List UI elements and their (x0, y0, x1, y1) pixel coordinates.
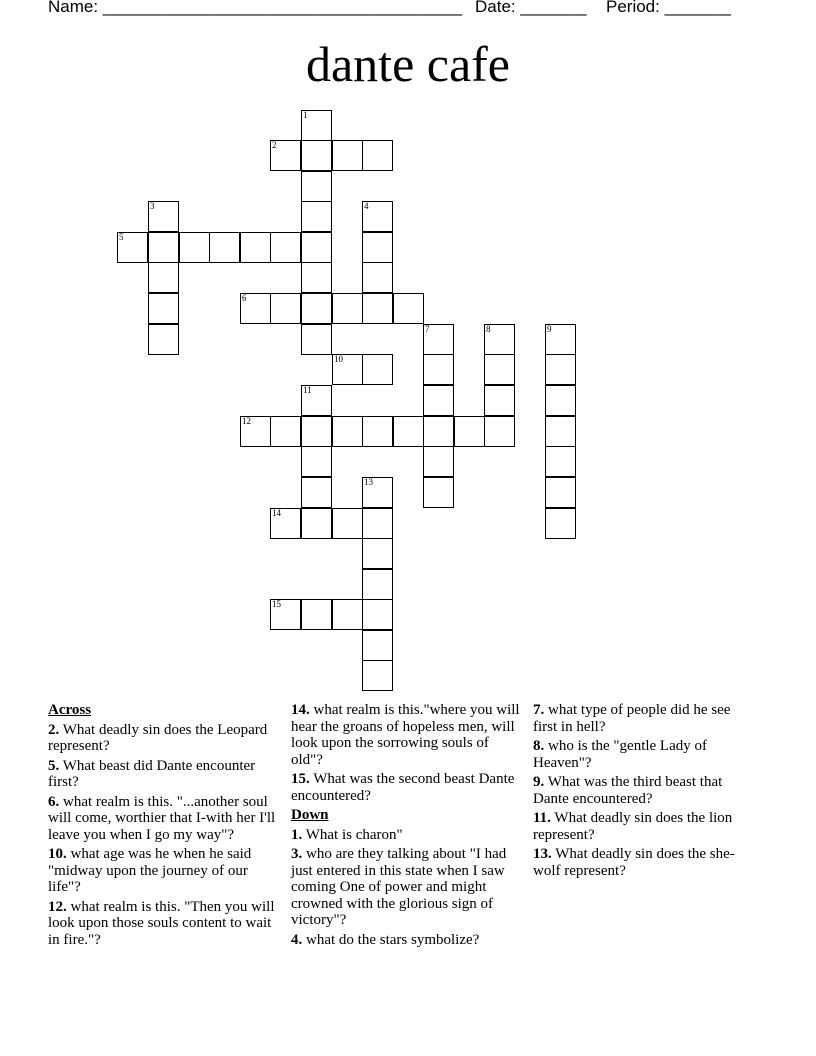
down-clue (291, 827, 523, 844)
grid-cell[interactable] (423, 416, 454, 447)
clue-text: What was the second beast Dante encountered? (291, 771, 515, 804)
clue-num: 14. (291, 702, 310, 718)
clue-number: 4 (364, 201, 369, 211)
grid-cell[interactable] (301, 508, 332, 539)
grid-cell[interactable] (362, 569, 393, 600)
clue-text: What was the third beast that Dante encountered? (533, 774, 723, 807)
clue-number: 5 (119, 232, 124, 242)
grid-cell[interactable] (423, 477, 454, 508)
grid-cell[interactable] (301, 446, 332, 477)
grid-cell[interactable] (362, 232, 393, 263)
clue-column-1 (48, 702, 280, 951)
grid-cell[interactable] (545, 477, 576, 508)
grid-cell[interactable] (332, 416, 363, 447)
grid-cell[interactable] (454, 416, 485, 447)
clue-num: 3. (291, 846, 303, 862)
grid-cell[interactable] (301, 262, 332, 293)
clue-number: 11 (303, 385, 312, 395)
date-field[interactable]: Date: _______ (475, 0, 587, 16)
down-clue (533, 738, 755, 771)
clue-num: 7. (533, 702, 545, 718)
grid-cell[interactable] (545, 416, 576, 447)
clue-number: 3 (150, 201, 155, 211)
grid-cell[interactable] (484, 416, 515, 447)
clue-num: 8. (533, 738, 545, 754)
clue-number: 12 (242, 416, 251, 426)
grid-cell[interactable] (301, 140, 332, 171)
grid-cell[interactable] (301, 232, 332, 263)
grid-cell[interactable] (270, 416, 301, 447)
clue-text: what realm is this. "Then you will look upon those souls content to wait in fire."? (48, 898, 275, 948)
clue-column-3 (533, 702, 755, 882)
grid-cell[interactable] (545, 446, 576, 477)
clue-num: 9. (533, 774, 545, 790)
clue-number: 1 (303, 110, 308, 120)
down-clue (533, 702, 755, 735)
grid-cell[interactable] (301, 171, 332, 202)
clue-text: what do the stars symbolize? (306, 931, 480, 948)
across-heading: Across (48, 702, 92, 718)
across-clue (48, 794, 280, 844)
down-clue (291, 846, 523, 929)
grid-cell[interactable] (484, 385, 515, 416)
clue-number: 2 (272, 140, 277, 150)
clue-num: 5. (48, 757, 60, 774)
grid-cell[interactable] (362, 140, 393, 171)
down-clue (533, 810, 755, 843)
grid-cell[interactable] (332, 599, 363, 630)
grid-cell[interactable] (270, 232, 301, 263)
clue-number: 14 (272, 508, 281, 518)
clue-num: 10. (48, 846, 67, 862)
grid-cell[interactable] (301, 416, 332, 447)
clue-number: 7 (425, 324, 430, 334)
clue-num: 13. (533, 846, 552, 862)
grid-cell[interactable] (362, 630, 393, 661)
clue-number: 6 (242, 293, 247, 303)
page-title: dante cafe (305, 36, 510, 92)
clue-number: 8 (486, 324, 491, 334)
clue-number: 15 (272, 599, 281, 609)
clue-text: who are they talking about "I had just entered in this state when I saw coming One of power and might crowned with the glorious sign of victory"? (291, 846, 507, 928)
grid-cell[interactable] (332, 140, 363, 171)
grid-cell[interactable] (148, 232, 179, 263)
grid-cell[interactable] (362, 660, 393, 691)
grid-cell[interactable] (301, 599, 332, 630)
across-clue (291, 771, 523, 804)
clue-text: What deadly sin does the she-wolf represent? (533, 846, 735, 879)
clue-text: What deadly sin does the lion represent? (533, 810, 733, 843)
clue-num: 6. (48, 793, 60, 810)
grid-cell[interactable] (209, 232, 240, 263)
grid-cell[interactable] (545, 508, 576, 539)
clue-text: what realm is this. "...another soul will come, worthier that I-with her I'll leave you when I go my way"? (48, 793, 276, 843)
grid-cell[interactable] (393, 293, 424, 324)
grid-cell[interactable] (362, 416, 393, 447)
clue-text: what realm is this."where you will hear the groans of hopeless men, will look upon the sorrowing souls of old"? (291, 702, 520, 768)
grid-cell[interactable] (148, 262, 179, 293)
clue-number: 10 (334, 354, 343, 364)
name-field[interactable]: Name: ______________________________________ (48, 0, 463, 16)
grid-cell[interactable] (240, 232, 271, 263)
clue-text: What deadly sin does the Leopard represent? (48, 721, 268, 754)
grid-cell[interactable] (270, 293, 301, 324)
grid-cell[interactable] (362, 293, 393, 324)
grid-cell[interactable] (423, 354, 454, 385)
down-heading: Down (291, 807, 329, 823)
grid-cell[interactable] (301, 324, 332, 355)
clue-column-2 (291, 702, 523, 951)
across-clue (48, 722, 280, 755)
grid-cell[interactable] (484, 354, 515, 385)
clue-number: 13 (364, 477, 373, 487)
grid-cell[interactable] (545, 385, 576, 416)
grid-cell[interactable] (301, 201, 332, 232)
grid-cell[interactable] (423, 446, 454, 477)
across-clue (48, 846, 280, 896)
down-clue (291, 932, 523, 949)
clue-text: What beast did Dante encounter first? (48, 757, 256, 790)
clue-num: 2. (48, 721, 60, 738)
grid-cell[interactable] (423, 385, 454, 416)
clue-num: 4. (291, 931, 303, 948)
across-clue (48, 758, 280, 791)
clue-num: 12. (48, 898, 67, 915)
grid-cell[interactable] (362, 354, 393, 385)
grid-cell[interactable] (362, 599, 393, 630)
grid-cell[interactable] (301, 293, 332, 324)
grid-cell[interactable] (148, 324, 179, 355)
across-clue (48, 899, 280, 949)
grid-cell[interactable] (545, 354, 576, 385)
clue-text: what age was he when he said "midway upon the journey of our life"? (48, 846, 252, 895)
period-field[interactable]: Period: _______ (606, 0, 731, 16)
clue-num: 15. (291, 771, 310, 787)
down-clue (533, 774, 755, 807)
grid-cell[interactable] (332, 293, 363, 324)
down-clue (533, 846, 755, 879)
grid-cell[interactable] (148, 293, 179, 324)
grid-cell[interactable] (179, 232, 210, 263)
grid-cell[interactable] (301, 477, 332, 508)
grid-cell[interactable] (393, 416, 424, 447)
grid-cell[interactable] (362, 262, 393, 293)
clue-num: 1. (291, 826, 303, 843)
clue-number: 9 (547, 324, 552, 334)
grid-cell[interactable] (362, 538, 393, 569)
clue-num: 11. (533, 810, 551, 826)
grid-cell[interactable] (332, 508, 363, 539)
clue-text: what type of people did he see first in hell? (533, 702, 731, 735)
clue-text: who is the "gentle Lady of Heaven"? (533, 738, 708, 771)
clue-text: What is charon" (305, 826, 403, 843)
grid-cell[interactable] (362, 508, 393, 539)
across-clue (291, 702, 523, 768)
